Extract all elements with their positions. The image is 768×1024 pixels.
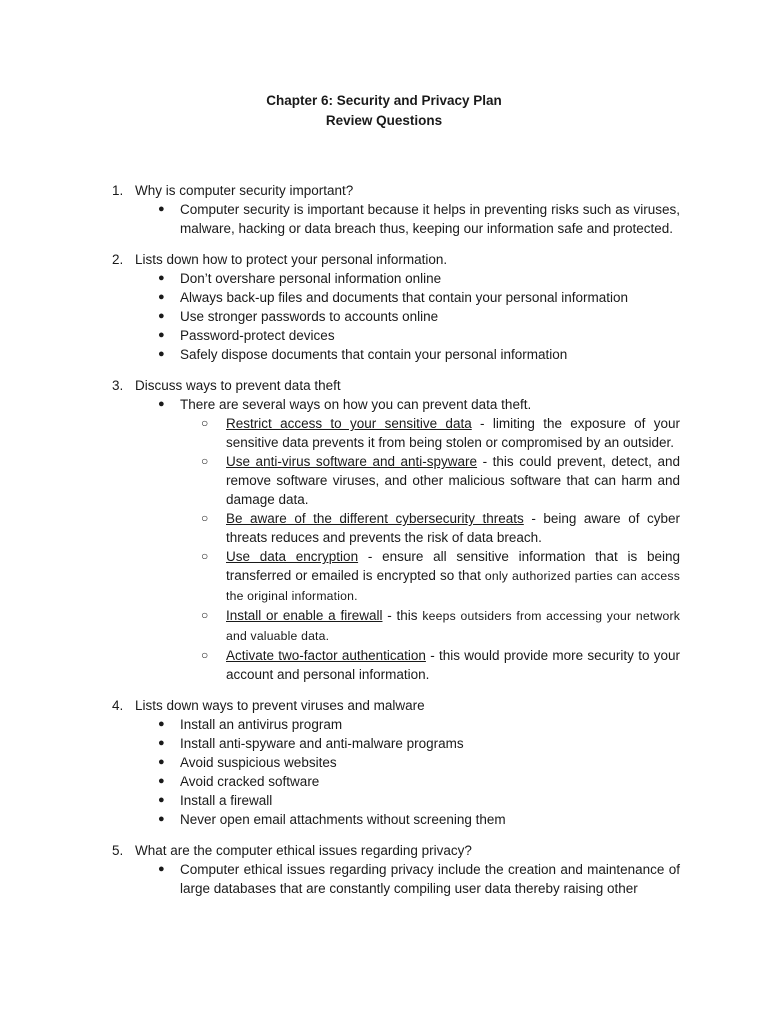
question-text: Lists down ways to prevent viruses and malware: [135, 698, 425, 713]
answer-text: Never open email attachments without screening them: [180, 812, 506, 827]
sub-bullet-term: Be aware of the different cybersecurity threats: [226, 511, 524, 526]
answer-bullet: [112, 288, 680, 307]
answer-bullet: [112, 791, 680, 810]
question-list: [112, 181, 680, 910]
chapter-title: Chapter 6: Security and Privacy Plan: [266, 93, 502, 108]
sub-bullet-description-continued: only authorized parties can access the original information.: [226, 569, 680, 603]
question-text: Lists down how to protect your personal information.: [135, 252, 448, 267]
answer-bullet: [112, 345, 680, 364]
title-block: [0, 91, 768, 131]
sub-bullet-description: - being aware of cyber threats reduces and prevents the risk of data breach.: [226, 511, 680, 545]
bullet-icon: ●: [158, 863, 165, 875]
answer-text: Avoid cracked software: [180, 774, 320, 789]
question-number: 4.: [112, 698, 124, 713]
sub-bullet-icon: ○: [201, 511, 209, 525]
question-5: [112, 841, 680, 898]
sub-bullet-description: - ensure all sensitive information that is being transferred or emailed is encrypted so that: [226, 549, 680, 583]
sub-bullet-icon: ○: [201, 549, 209, 563]
sub-bullet-icon: ○: [201, 416, 209, 430]
sub-bullet-term: Use data encryption: [226, 549, 359, 564]
bullet-icon: ●: [158, 329, 165, 341]
bullet-icon: ●: [158, 272, 165, 284]
sub-bullet-description: - limiting the exposure of your sensitive data prevents it from being stolen or compromised by an outsider.: [226, 416, 680, 450]
question-number: 3.: [112, 378, 124, 393]
answer-bullet: [112, 307, 680, 326]
question-heading: [112, 696, 680, 715]
sub-bullet-item: [112, 414, 680, 452]
sub-bullet-term: Use anti-virus software and anti-spyware: [226, 454, 478, 469]
sub-bullet-description: - this would provide more security to your account and personal information.: [226, 648, 680, 682]
answer-bullet: [112, 326, 680, 345]
answer-bullet: [112, 810, 680, 829]
sub-bullet-icon: ○: [201, 608, 209, 622]
bullet-icon: ●: [158, 718, 165, 730]
question-text: Discuss ways to prevent data theft: [135, 378, 341, 393]
question-number: 2.: [112, 252, 124, 267]
question-4: [112, 696, 680, 829]
answer-text: Use stronger passwords to accounts online: [180, 309, 439, 324]
sub-bullet-term: Install or enable a firewall: [226, 608, 383, 623]
bullet-icon: ●: [158, 398, 165, 410]
sub-bullet-item: [112, 646, 680, 684]
answer-text: Avoid suspicious websites: [180, 755, 337, 770]
bullet-icon: ●: [158, 203, 165, 215]
question-text: What are the computer ethical issues regarding privacy?: [135, 843, 472, 858]
question-heading: [112, 376, 680, 395]
sub-bullet-item: [112, 509, 680, 547]
section-subtitle: Review Questions: [325, 113, 443, 128]
sub-bullet-description-continued: keeps outsiders from accessing your network and valuable data.: [226, 609, 680, 643]
bullet-icon: ●: [158, 291, 165, 303]
bullet-icon: ●: [158, 756, 165, 768]
answer-text: Install a firewall: [180, 793, 273, 808]
question-1: [112, 181, 680, 238]
answer-bullet: [112, 200, 680, 238]
answer-bullet: [112, 269, 680, 288]
answer-bullet: [112, 753, 680, 772]
bullet-icon: ●: [158, 737, 165, 749]
sub-bullet-term: Restrict access to your sensitive data: [226, 416, 472, 431]
sub-bullet-description: - this: [382, 608, 423, 623]
answer-text: Computer security is important because it helps in preventing risks such as viruses, malware, hacking or data breach thus, keeping our information safe and protected.: [180, 202, 680, 236]
sub-bullet-item: [112, 547, 680, 606]
question-text: Why is computer security important?: [135, 183, 354, 198]
sub-bullet-term: Activate two-factor authentication: [226, 648, 426, 663]
sub-bullet-icon: ○: [201, 648, 209, 662]
bullet-icon: ●: [158, 775, 165, 787]
question-2: [112, 250, 680, 364]
answer-text: Don’t overshare personal information online: [180, 271, 442, 286]
answer-bullet: [112, 395, 680, 414]
sub-bullet-description: - this could prevent, detect, and remove software viruses, and other malicious software that can harm and damage data.: [226, 454, 680, 507]
bullet-icon: ●: [158, 310, 165, 322]
answer-bullet: [112, 860, 680, 898]
answer-bullet: [112, 772, 680, 791]
answer-text: Install an antivirus program: [180, 717, 343, 732]
bullet-icon: ●: [158, 813, 165, 825]
answer-bullet: [112, 734, 680, 753]
answer-text: There are several ways on how you can prevent data theft.: [180, 397, 532, 412]
answer-text: Computer ethical issues regarding privacy include the creation and maintenance of large databases that are constantly compiling user data thereby raising other: [180, 862, 680, 896]
sub-bullet-item: [112, 452, 680, 509]
question-heading: [112, 841, 680, 860]
question-3: [112, 376, 680, 684]
answer-bullet: [112, 715, 680, 734]
answer-text: Install anti-spyware and anti-malware programs: [180, 736, 464, 751]
bullet-icon: ●: [158, 348, 165, 360]
answer-text: Password-protect devices: [180, 328, 335, 343]
sub-bullet-item: [112, 606, 680, 646]
question-heading: [112, 181, 680, 200]
answer-text: Always back-up files and documents that contain your personal information: [180, 290, 628, 305]
question-number: 1.: [112, 183, 124, 198]
sub-bullet-icon: ○: [201, 454, 209, 468]
question-heading: [112, 250, 680, 269]
answer-text: Safely dispose documents that contain your personal information: [180, 347, 568, 362]
bullet-icon: ●: [158, 794, 165, 806]
question-number: 5.: [112, 843, 124, 858]
